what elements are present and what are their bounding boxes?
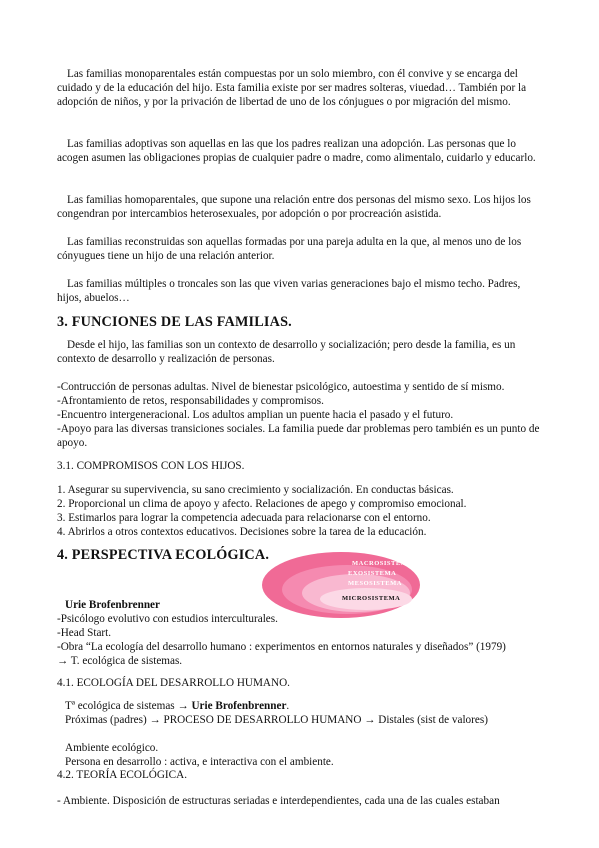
subsection-4-2-heading: 4.2. TEORÍA ECOLÓGICA. [57, 769, 187, 781]
theory-line [65, 699, 289, 713]
list-item: -Afrontamiento de retos, responsabilidades y compromisos. [57, 395, 324, 407]
author-line: -Head Start. [57, 627, 112, 639]
paragraph-multiples: Las familias múltiples o troncales son las que viven varias generaciones bajo el mismo techo. Padres, hijos, abuelos… [57, 278, 521, 304]
author-line: -Psicólogo evolutivo con estudios interculturales. [57, 613, 278, 625]
author-name: Urie Brofenbrenner [65, 599, 160, 611]
author-line: → T. ecológica de sistemas. [57, 655, 183, 667]
theory-prefix: Tª ecológica de sistemas → [65, 700, 192, 712]
theory-author: Urie Brofenbrenner [191, 700, 287, 712]
list-item: -Contrucción de personas adultas. Nivel de bienestar psicológico, autoestima y sentido de sí mismo. [57, 381, 505, 393]
list-item: -Apoyo para las diversas transiciones sociales. La familia puede dar problemas pero también es un punto de apoyo. [57, 423, 540, 449]
microsystem-label: MICROSISTEMA [342, 595, 401, 602]
list-item: 1. Asegurar su supervivencia, su sano crecimiento y socialización. En conductas básicas. [57, 484, 454, 496]
paragraph-monoparentales: Las familias monoparentales están compuestas por un solo miembro, con él convive y se encarga del cuidado y de la educación del hijo. Esta familia existe por ser madres solteras, viuedad… También por la adopción de niños, y por la privación de libertad de uno de los cónjugues o por migración del mismo. [57, 68, 527, 108]
list-item: 4. Abrirlos a otros contextos educativos. Decisiones sobre la tarea de la educación. [57, 526, 427, 538]
environment-definition-line: - Ambiente. Disposición de estructuras seriadas e interdependientes, cada una de las cuales estaban [57, 795, 500, 807]
paragraph-homoparentales: Las familias homoparentales, que supone una relación entre dos personas del mismo sexo. Los hijos los congendran por intercambios heterosexuales, por adopción o por procreación asistida. [57, 194, 531, 220]
theory-suffix: . [286, 700, 290, 712]
author-line: -Obra “La ecología del desarrollo humano : experimentos en entornos naturales y diseñados” (1979) [57, 641, 506, 653]
exosystem-label: EXOSISTEMA [348, 570, 397, 577]
paragraph-adoptivas: Las familias adoptivas son aquellas en las que los padres realizan una adopción. Las personas que lo acogen asumen las obligaciones propias de cualquier padre o madre, como alimentalo, cuidarlo y educarlo. [57, 138, 536, 164]
subsection-3-1-heading: 3.1. COMPROMISOS CON LOS HIJOS. [57, 460, 245, 472]
list-item: 3. Estimarlos para lograr la competencia adecuada para relacionarse con el entorno. [57, 512, 431, 524]
developing-person-line: Persona en desarrollo : activa, e interactiva con el ambiente. [65, 756, 334, 768]
macrosystem-label: MACROSISTEMA [352, 560, 413, 567]
subsection-4-1-heading: 4.1. ECOLOGÍA DEL DESARROLLO HUMANO. [57, 677, 290, 689]
list-item: 2. Proporcional un clima de apoyo y afecto. Relaciones de apego y compromiso emocional. [57, 498, 467, 510]
paragraph-reconstruidas: Las familias reconstruidas son aquellas formadas por una pareja adulta en la que, al menos uno de los cónyugues tiene un hijo de una relación anterior. [57, 236, 522, 262]
section-4-heading: 4. PERSPECTIVA ECOLÓGICA. [57, 547, 270, 563]
section-3-heading: 3. FUNCIONES DE LAS FAMILIAS. [57, 314, 292, 330]
list-item: -Encuentro intergeneracional. Los adultos amplian un puente hacia el pasado y el futuro. [57, 409, 454, 421]
section-3-intro: Desde el hijo, las familias son un contexto de desarrollo y socialización; pero desde la familia, es un contexto de desarrollo y realización de personas. [57, 339, 516, 365]
ecological-environment-line: Ambiente ecológico. [65, 742, 159, 754]
ecological-systems-diagram [262, 552, 420, 618]
mesosystem-label: MESOSISTEMA [348, 580, 402, 587]
proximal-distal-line: Próximas (padres) → PROCESO DE DESARROLLO HUMANO → Distales (sist de valores) [65, 714, 488, 726]
